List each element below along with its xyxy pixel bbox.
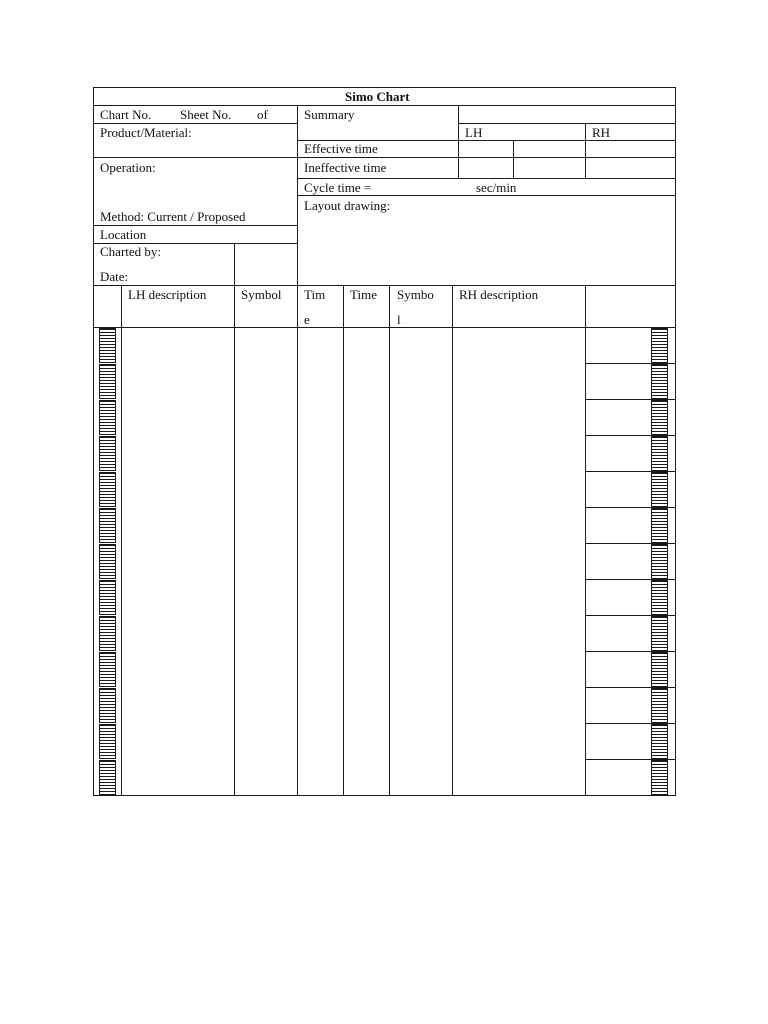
outer-right-border bbox=[675, 87, 676, 796]
cycle-time-label: Cycle time = bbox=[304, 180, 372, 195]
time-scale-left bbox=[99, 616, 116, 651]
outer-top-border bbox=[93, 87, 676, 88]
table-column-line bbox=[297, 285, 298, 796]
time-scale-right bbox=[651, 472, 668, 507]
header-block-bottom bbox=[93, 285, 676, 286]
time-scale-left bbox=[99, 328, 116, 363]
layout-drawing-label: Layout drawing: bbox=[304, 198, 391, 213]
time-scale-left bbox=[99, 436, 116, 471]
rh-label: RH bbox=[592, 125, 611, 140]
product-material-label: Product/Material: bbox=[100, 125, 192, 140]
time-scale-right bbox=[651, 508, 668, 543]
charted-by-label: Charted by: bbox=[100, 244, 162, 259]
time-scale-left bbox=[99, 760, 116, 795]
time-scale-right bbox=[651, 436, 668, 471]
time-scale-left bbox=[99, 508, 116, 543]
time-scale-right bbox=[651, 328, 668, 363]
summary-row-divider bbox=[458, 123, 676, 124]
time-scale-left bbox=[99, 580, 116, 615]
time-scale-right bbox=[651, 760, 668, 795]
time-right-header: Time bbox=[350, 287, 377, 302]
time-left-header-wrap: e bbox=[304, 312, 310, 327]
time-scale-right bbox=[651, 724, 668, 759]
summary-value-divider bbox=[458, 105, 459, 179]
left-right-block-divider bbox=[297, 105, 298, 286]
effective-time-label: Effective time bbox=[304, 141, 378, 156]
time-scale-right bbox=[651, 616, 668, 651]
lh-sub-divider bbox=[513, 140, 514, 179]
sheet-no-label: Sheet No. bbox=[180, 107, 232, 122]
time-scale-right bbox=[651, 688, 668, 723]
time-scale-right bbox=[651, 400, 668, 435]
symbol-right-header-wrap: l bbox=[397, 312, 401, 327]
time-scale-left bbox=[99, 724, 116, 759]
table-column-line bbox=[585, 285, 586, 796]
date-label: Date: bbox=[100, 269, 129, 284]
sec-min-label: sec/min bbox=[476, 180, 517, 195]
time-scale-right bbox=[651, 652, 668, 687]
of-label: of bbox=[257, 107, 268, 122]
table-column-line bbox=[343, 285, 344, 796]
time-left-header: Tim bbox=[304, 287, 326, 302]
time-scale-left bbox=[99, 544, 116, 579]
operation-label: Operation: bbox=[100, 160, 156, 175]
table-column-line bbox=[452, 285, 453, 796]
time-scale-left bbox=[99, 364, 116, 399]
table-column-line bbox=[234, 285, 235, 796]
time-scale-left bbox=[99, 652, 116, 687]
ineffective-row-divider bbox=[297, 178, 676, 179]
table-header-bottom bbox=[93, 327, 676, 328]
ineffective-time-label: Ineffective time bbox=[304, 160, 387, 175]
product-row-divider bbox=[93, 157, 298, 158]
effective-row-divider bbox=[297, 157, 676, 158]
lh-description-header: LH description bbox=[128, 287, 207, 302]
method-label: Method: Current / Proposed bbox=[100, 209, 246, 224]
time-scale-right bbox=[651, 580, 668, 615]
table-column-line bbox=[121, 285, 122, 796]
symbol-right-header: Symbo bbox=[397, 287, 434, 302]
symbol-left-header: Symbol bbox=[241, 287, 282, 302]
operation-block-divider bbox=[93, 225, 298, 226]
charted-by-divider bbox=[234, 243, 235, 286]
time-scale-left bbox=[99, 472, 116, 507]
rh-description-header: RH description bbox=[459, 287, 539, 302]
chart-no-row-divider bbox=[93, 123, 298, 124]
summary-label: Summary bbox=[304, 107, 355, 122]
title-row-divider bbox=[93, 105, 676, 106]
lh-label: LH bbox=[465, 125, 483, 140]
time-scale-right bbox=[651, 364, 668, 399]
location-label: Location bbox=[100, 227, 147, 242]
outer-bottom-border bbox=[93, 795, 676, 796]
time-scale-left bbox=[99, 400, 116, 435]
time-scale-right bbox=[651, 544, 668, 579]
time-scale-left bbox=[99, 688, 116, 723]
outer-left-border bbox=[93, 87, 94, 796]
chart-title: Simo Chart bbox=[345, 89, 410, 104]
table-column-line bbox=[389, 285, 390, 796]
lh-rh-divider bbox=[585, 123, 586, 179]
chart-no-label: Chart No. bbox=[100, 107, 152, 122]
